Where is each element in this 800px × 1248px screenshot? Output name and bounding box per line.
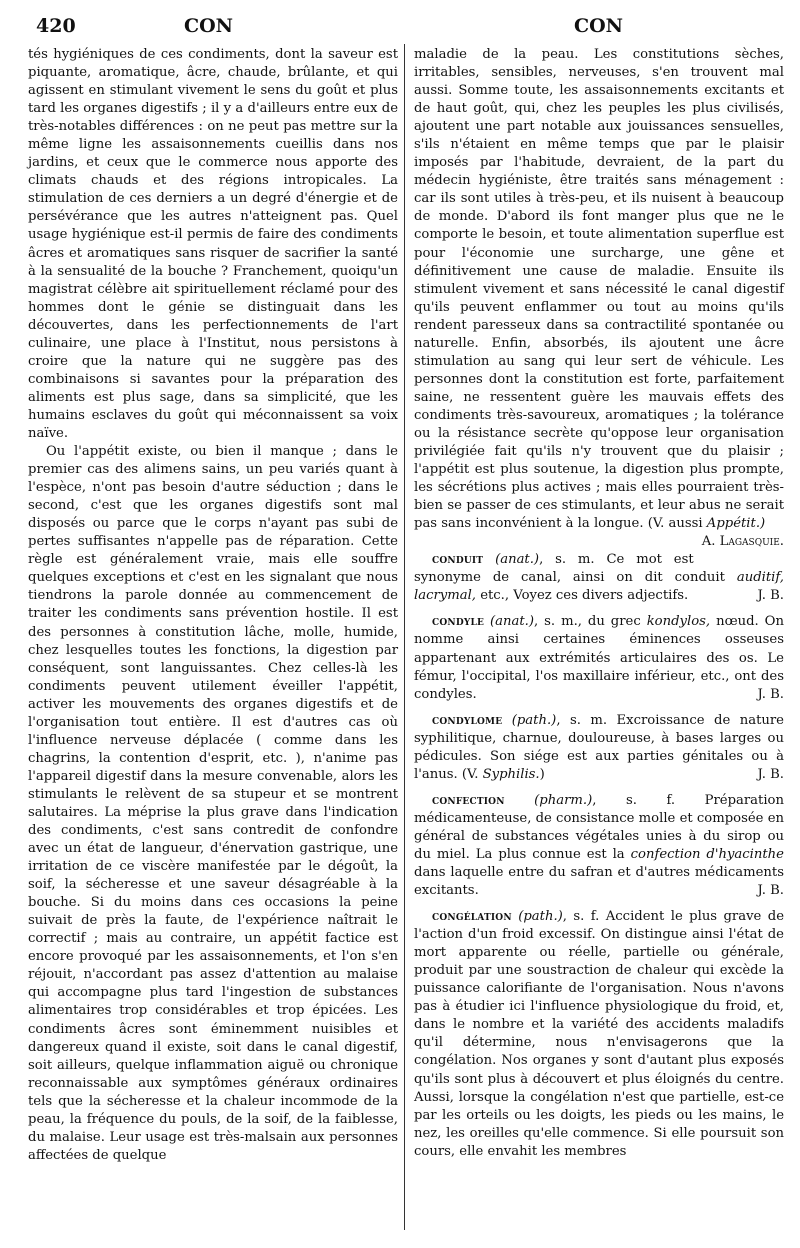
entry-italic: Syphilis. <box>482 766 540 782</box>
entry-headword: condyle <box>432 614 485 630</box>
entry-signature: J. B. <box>757 686 784 702</box>
entry-text: , s. m. Ce mot est synonyme de canal, ainsi on dit conduit <box>414 552 737 586</box>
dictionary-entry <box>414 551 784 605</box>
paragraph-text: maladie de la peau. Les constitutions sèches, irritables, sensibles, nerveuses, s'en trouvent mal aussi. Somme toute, les assaisonnements excitants et de haut goût, qui, chez les peuples les plus civilisés, ajoutent une part notable aux jouissances sensuelles, s'ils n'étaient en même temps que par le plaisir imposés par l'habitude, devraient, de la part du médecin hygiéniste, être traités sans ménagement : car ils sont utiles à très-peu, et ils nuisent à beaucoup de monde. D'abord ils font manger plus que ne le comporte le besoin, et toute alimentation superflue est pour l'économie une surcharge, une gêne et définitivement une cause de maladie. Ensuite ils stimulent vivement et sans nécessité le canal digestif qu'ils peuvent enflammer ou tout au moins qu'ils rendent paresseux dans sa contractilité spontanée ou naturelle. Enfin, absorbés, ils ajoutent une âcre stimulation au sang qui leur sert de véhicule. Les personnes dont la constitution est forte, parfaitement saine, ne ressentent guère les mauvais effets des condiments très-savoureux, aromatiques ; la tolérance ou la résistance secrète qu'oppose leur organisation privilégiée fait qu'ils n'y trouvent que du plaisir ; l'appétit est plus soutenue, la digestion plus prompte, les sécrétions plus actives ; mais elles pourraient très-bien se passer de ces stimulants, et leur abus ne serait pas sans inconvénient à la longue. (V. aussi <box>414 47 784 532</box>
entry-signature: J. B. <box>757 766 784 782</box>
entry-text: , s. m., du grec <box>534 614 647 630</box>
entry-text: , s. m. Excroissance de nature syphilitique, charnue, douloureuse, à bases larges ou pédicules. Son siége est aux parties génitales ou à l'anus. (V. <box>414 712 784 782</box>
entry-text: ) <box>539 766 545 782</box>
column-divider <box>404 44 405 1230</box>
dictionary-entry <box>414 613 784 703</box>
entry-domain: (path.) <box>518 909 563 925</box>
entry-text: nœud. On nomme ainsi certaines éminences osseuses appartenant aux extrémités articulaires des os. Le fémur, l'occipital, l'os maxillaire inférieur, etc., ont des condyles. <box>414 614 784 702</box>
author-signature: A. Lagasquie. <box>701 534 784 550</box>
entry-text: dans laquelle entre du safran et d'autres médicaments excitants. <box>414 865 784 899</box>
right-column <box>414 46 784 1161</box>
entry-domain: (pharm.) <box>534 792 593 808</box>
dictionary-entry <box>414 792 784 900</box>
entry-text: , s. f. Accident le plus grave de l'action d'un froid excessif. On distingue ainsi l'état de mort apparente ou réelle, partielle ou générale, produit par une soustraction de chaleur qui excède la puissance calorifiante de l'organisation. Nous n'avons pas à étudier ici l'influence physiologique du froid, et, dans le nombre et la variété des accidents maladifs qu'il détermine, nous n'envisagerons que la congélation. Nos organes y sont d'autant plus exposés qu'ils sont plus à découvert et plus éloignés du centre. Aussi, lorsque la congélation n'est que partielle, est-ce par les orteils ou les doigts, les pieds ou les mains, le nez, les oreilles qu'elle commence. Si elle poursuit son cours, elle envahit les membres <box>414 909 785 1159</box>
entry-italic: kondylos, <box>646 614 711 630</box>
paragraph <box>414 46 784 550</box>
entry-domain: (path.) <box>511 712 557 728</box>
dictionary-entry <box>414 908 784 1161</box>
running-head-left: CON <box>184 15 234 37</box>
entry-italic: auditif, lacrymal, <box>414 570 784 604</box>
entry-text: , s. f. Préparation médicamenteuse, de consistance molle et composée en général de substances végétales unies à du sirop ou du miel. La plus connue est la <box>414 792 784 862</box>
entry-headword: conduit <box>432 552 484 568</box>
entry-signature: J. B. <box>757 883 784 899</box>
entry-headword: condylome <box>432 712 503 728</box>
page-number: 420 <box>36 15 76 37</box>
running-head-right: CON <box>574 15 624 37</box>
entry-domain: (anat.) <box>490 614 535 630</box>
entry-signature: J. B. <box>757 588 784 604</box>
entry-headword: confection <box>432 792 505 808</box>
entry-domain: (anat.) <box>495 552 540 568</box>
paragraph: tés hygiéniques de ces condiments, dont la saveur est piquante, aromatique, âcre, chaude, brûlante, et qui agissent en stimulant vivement le sens du goût et plus tard les organes digestifs ; il y a d'ailleurs entre eux de très-notables différences : on ne peut pas mettre sur la même ligne les assaisonnements cueillis dans nos jardins, et ceux que le commerce nous apporte des climats chauds et des régions intropicales. La stimulation de ces derniers a un degré d'énergie et de persévérance que les autres n'atteignent pas. Quel usage hygiénique est-il permis de faire des condiments âcres et aromatiques sans risquer de sacrifier la santé à la sensualité de la bouche ? Franchement, quoiqu'un magistrat célèbre ait spirituellement réclamé pour des hommes dont le génie se distinguait dans les découvertes, dans les perfectionnements de l'art culinaire, une place à l'Institut, nous persistons à croire que la nature qui ne suggère pas des combinaisons si savantes pour la préparation des aliments est plus sage, dans sa simplicité, que les humains esclaves du goût qui méconnaissent sa voix naïve. <box>28 47 398 441</box>
dictionary-entry <box>414 712 784 784</box>
entry-text: etc., Voyez ces divers adjectifs. <box>476 588 689 604</box>
entry-headword: congélation <box>432 909 512 925</box>
cross-reference: Appétit.) <box>706 516 766 532</box>
entry-italic: confection d'hyacinthe <box>630 846 784 862</box>
paragraph: Ou l'appétit existe, ou bien il manque ; dans le premier cas des alimens sains, un peu variés quant à l'espèce, n'ont pas besoin d'autre séduction ; dans le second, c'est que les organes digestifs sont mal disposés ou parce que le corps n'ayant pas subi de pertes suffisantes n'appelle pas de réparation. Cette règle est généralement vraie, mais elle souffre quelques exceptions et c'est en les signalant que nous tiendrons la parole donnée au commencement de traiter les condiments sans prévention hostile. Il est des personnes à constitution lâche, molle, humide, chez lesquelles toutes les fonctions, la digestion par conséquent, sont languissantes. Chez celles-là les condiments peuvent utilement éveiller l'appétit, activer les mouvements des organes digestifs et de l'organisation tout entière. Il est d'autres cas où l'influence nerveuse déplacée ( comme dans les chagrins, la contention d'esprit, etc. ), n'anime pas l'appareil digestif dans la mesure convenable, alors les stimulants le relèvent de sa stupeur et se montrent salutaires. La méprise la plus grave dans l'indication des condiments, c'est sans contredit de confondre avec un état de langueur, d'énervation gastrique, une irritation de ce viscère manifestée par le dégoût, la soif, la sécheresse et une saveur désagréable à la bouche. Si du moins dans ces occasions la peine suivait de près la faute, de l'expérience naîtrait le correctif ; mais au contraire, un appétit factice est encore provoqué par les assaisonnements, et l'on s'en réjouit, n'accordant pas assez d'attention au malaise qui accompagne plus tard l'ingestion de substances alimentaires trop considérables et trop épicées. Les condiments âcres sont éminemment nuisibles et dangereux quand il existe, soit dans le canal digestif, soit ailleurs, quelque inflammation aiguë ou chronique reconnaissable aux symptômes généraux ordinaires tels que la sécheresse et la chaleur incommode de la peau, la fréquence du pouls, de la soif, de la faiblesse, du malaise. Leur usage est très-malsain aux personnes affectées de quelque <box>28 444 398 1163</box>
left-column <box>28 46 398 1165</box>
